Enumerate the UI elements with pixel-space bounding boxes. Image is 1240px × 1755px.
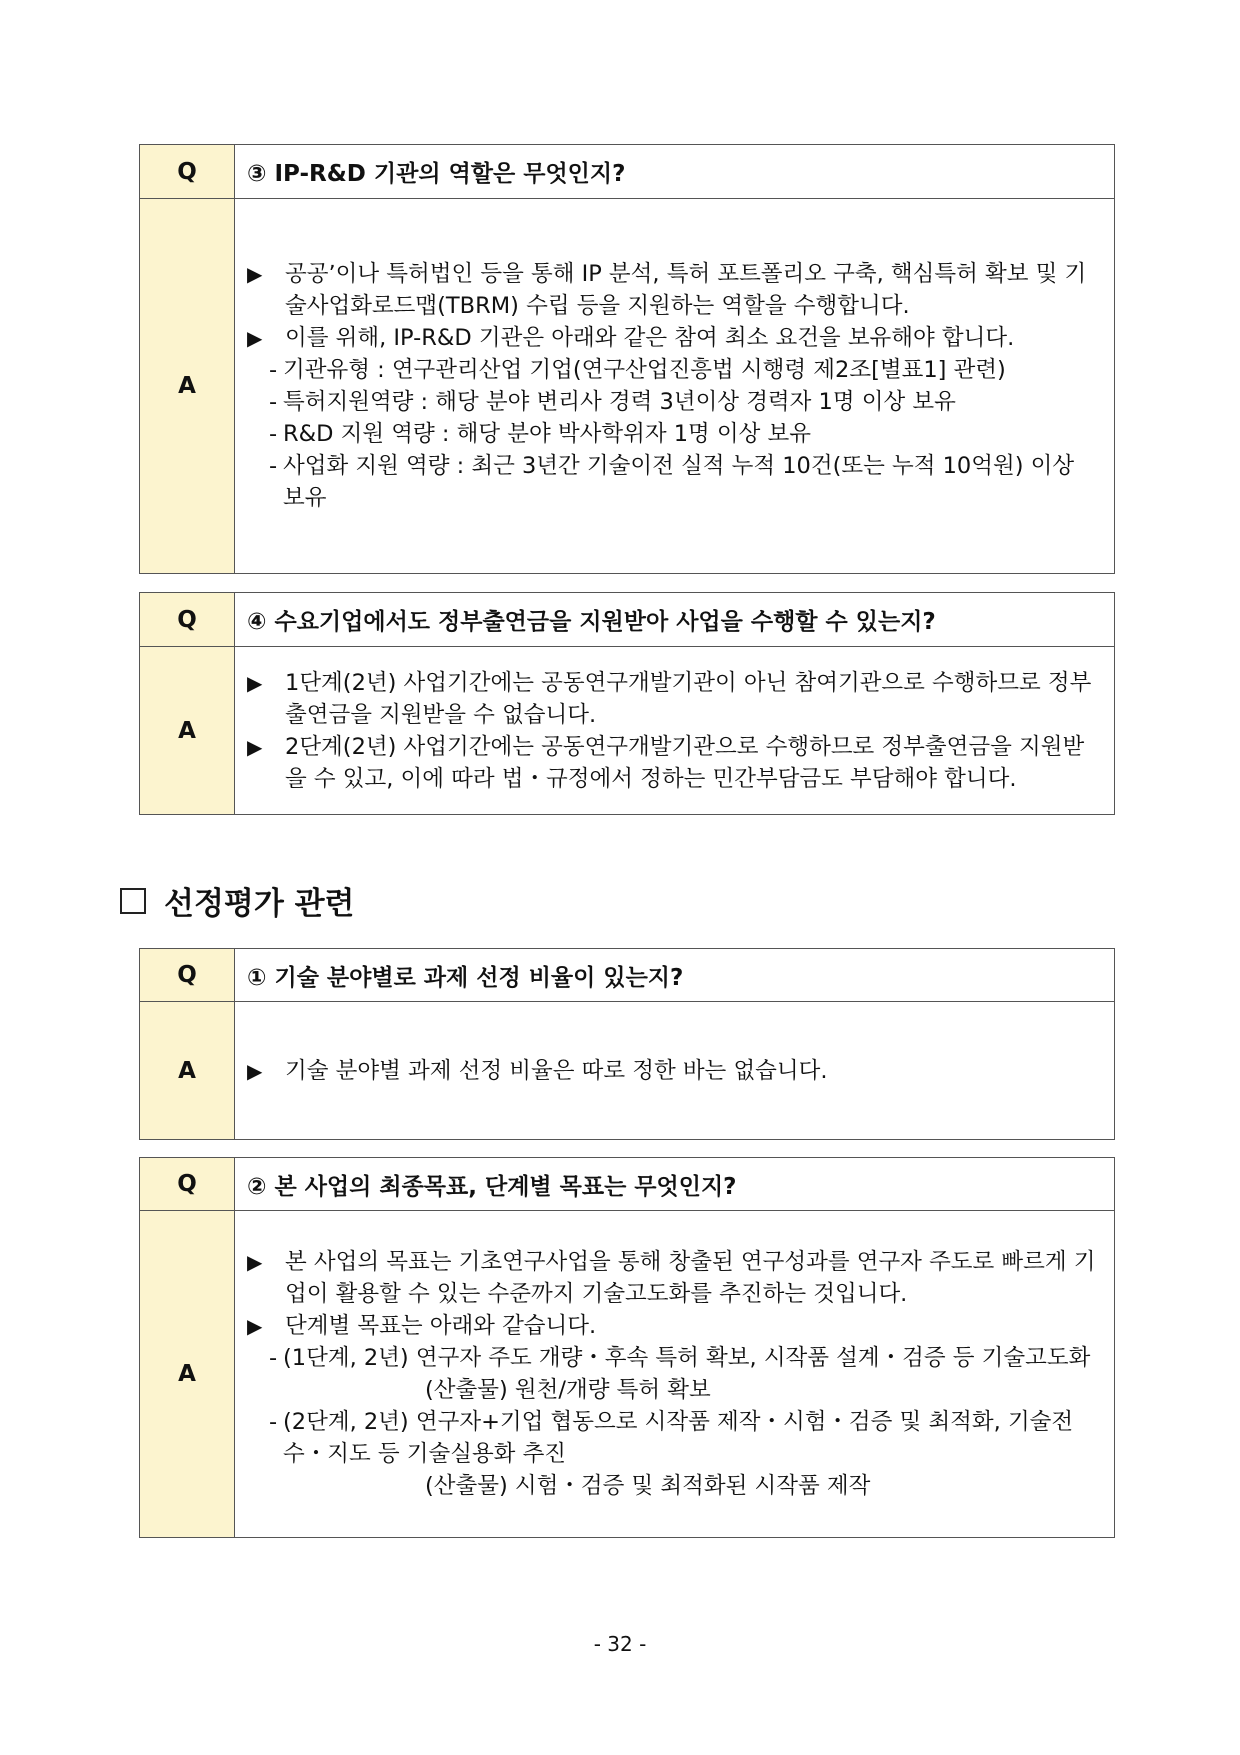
stage-item	[247, 1342, 1102, 1374]
answer-bullet	[247, 322, 1102, 354]
answer-bullet	[247, 1055, 1102, 1087]
dash-icon: -	[269, 453, 278, 479]
answer-bullet	[247, 731, 1102, 795]
stage-item	[247, 1406, 1102, 1470]
arrow-icon: ▶	[247, 262, 263, 286]
requirement-item	[247, 450, 1102, 514]
requirement-item	[247, 386, 1102, 418]
answer-cell	[235, 1211, 1115, 1538]
a-label: A	[140, 199, 235, 574]
answer-cell	[235, 647, 1115, 815]
answer-text: 단계별 목표는 아래와 같습니다.	[285, 1313, 597, 1339]
qa-table-ip-rnd	[139, 144, 1115, 574]
arrow-icon: ▶	[247, 670, 263, 695]
arrow-icon: ▶	[247, 734, 263, 759]
arrow-icon: ▶	[247, 1314, 263, 1338]
stage-head: (2단계, 2년)	[283, 1409, 409, 1435]
section-title: 선정평가 관련	[164, 886, 355, 922]
a-label: A	[140, 647, 235, 815]
dash-icon: -	[269, 1409, 278, 1435]
requirement-text: 기관유형 : 연구관리산업 기업(연구산업진흥법 시행령 제2조[별표1] 관련)	[283, 357, 1006, 383]
answer-bullet	[247, 258, 1102, 322]
dash-icon: -	[269, 421, 278, 447]
q-label: Q	[140, 1158, 235, 1211]
q-label: Q	[140, 593, 235, 647]
arrow-icon: ▶	[247, 326, 263, 350]
page-number: - 32 -	[593, 1632, 647, 1656]
dash-icon: -	[269, 357, 278, 383]
a-label: A	[140, 1211, 235, 1538]
requirement-text: 사업화 지원 역량 : 최근 3년간 기술이전 실적 누적 10건(또는 누적 10억원) 이상 보유	[283, 453, 1075, 511]
arrow-icon: ▶	[247, 1058, 263, 1083]
answer-text: 기술 분야별 과제 선정 비율은 따로 정한 바는 없습니다.	[285, 1057, 828, 1084]
question-text: ④ 수요기업에서도 정부출연금을 지원받아 사업을 수행할 수 있는지?	[235, 593, 1115, 647]
arrow-icon: ▶	[247, 1250, 263, 1274]
requirement-item	[247, 418, 1102, 450]
stage-text: 연구자 주도 개량・후속 특허 확보, 시작품 설계・검증 등 기술고도화	[415, 1345, 1091, 1371]
qa-table-goals	[139, 1157, 1115, 1538]
section-heading	[120, 878, 354, 923]
requirement-text: 특허지원역량 : 해당 분야 변리사 경력 3년이상 경력자 1명 이상 보유	[283, 389, 956, 415]
requirement-item	[247, 354, 1102, 386]
q-label: Q	[140, 949, 235, 1002]
checkbox-square-icon	[120, 888, 146, 914]
answer-bullet	[247, 1310, 1102, 1342]
answer-text: 2단계(2년) 사업기간에는 공동연구개발기관으로 수행하므로 정부출연금을 지원받을 수 있고, 이에 따라 법・규정에서 정하는 민간부담금도 부담해야 합니다.	[285, 733, 1085, 792]
question-text: ③ IP-R&D 기관의 역할은 무엇인지?	[235, 145, 1115, 199]
answer-text: 이를 위해, IP-R&D 기관은 아래와 같은 참여 최소 요건을 보유해야 합니다.	[285, 325, 1015, 351]
answer-bullet	[247, 1246, 1102, 1310]
a-label: A	[140, 1002, 235, 1140]
stage-head: (1단계, 2년)	[283, 1345, 409, 1371]
question-text: ① 기술 분야별로 과제 선정 비율이 있는지?	[235, 949, 1115, 1002]
dash-icon: -	[269, 389, 278, 415]
dash-icon: -	[269, 1345, 278, 1371]
stage-output: (산출물) 시험・검증 및 최적화된 시작품 제작	[425, 1473, 871, 1499]
stage-output: (산출물) 원천/개량 특허 확보	[425, 1377, 711, 1403]
question-text: ② 본 사업의 최종목표, 단계별 목표는 무엇인지?	[235, 1158, 1115, 1211]
q-label: Q	[140, 145, 235, 199]
qa-table-government-funding	[139, 592, 1115, 815]
stage-text: 연구자+기업 협동으로 시작품 제작・시험・검증 및 최적화, 기술전수・지도 등 기술실용화 추진	[283, 1409, 1074, 1467]
answer-bullet	[247, 667, 1102, 731]
requirement-text: R&D 지원 역량 : 해당 분야 박사학위자 1명 이상 보유	[283, 421, 811, 447]
answer-text: 1단계(2년) 사업기간에는 공동연구개발기관이 아닌 참여기관으로 수행하므로 정부출연금을 지원받을 수 없습니다.	[285, 669, 1092, 728]
answer-text: 공공ʼ이나 특허법인 등을 통해 IP 분석, 특허 포트폴리오 구축, 핵심특허 확보 및 기술사업화로드맵(TBRM) 수립 등을 지원하는 역할을 수행합니다.	[285, 261, 1087, 319]
qa-table-selection-ratio	[139, 948, 1115, 1140]
answer-cell	[235, 1002, 1115, 1140]
answer-cell	[235, 199, 1115, 574]
answer-text: 본 사업의 목표는 기초연구사업을 통해 창출된 연구성과를 연구자 주도로 빠르게 기업이 활용할 수 있는 수준까지 기술고도화를 추진하는 것입니다.	[285, 1249, 1096, 1307]
